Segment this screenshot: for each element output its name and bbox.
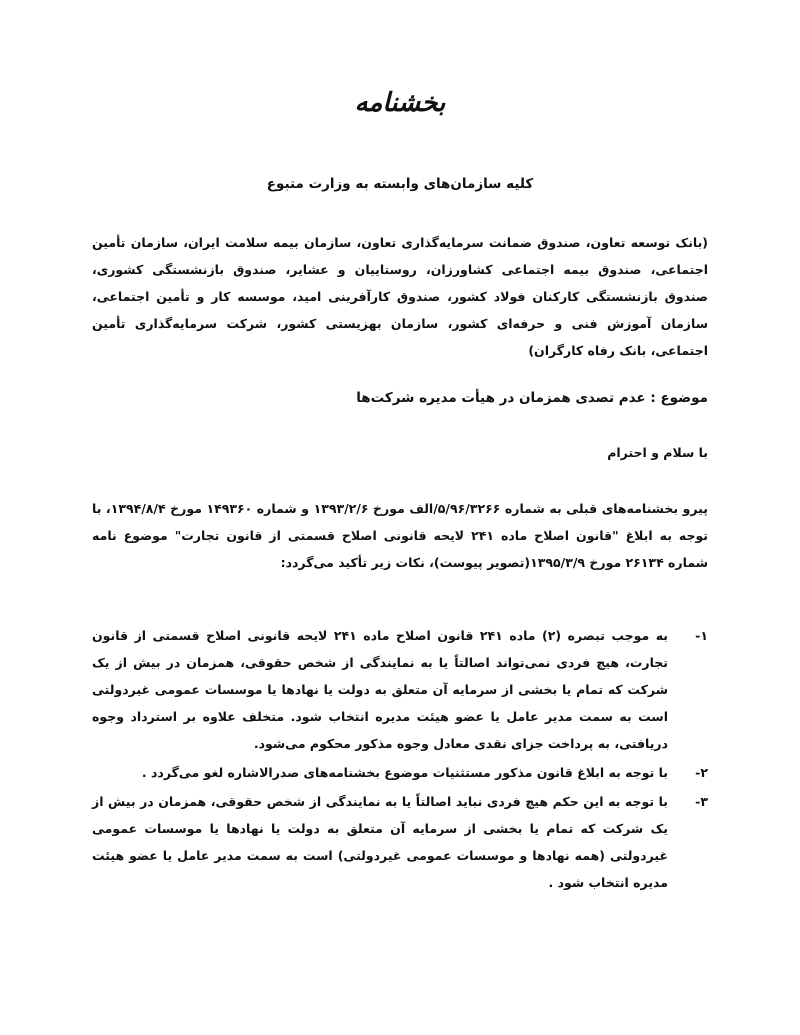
organizations-list: (بانک توسعه تعاون، صندوق ضمانت سرمایه‌گذاری تعاون، سازمان بیمه سلامت ایران، سازمان تأمین اجتماعی، صندوق بیمه اجتماعی کشاورزان، روستاییان و عشایر، صندوق بازنشستگی کشوری، صندوق بازنشستگی کارکنان فولاد کشور، صندوق کارآفرینی امید، موسسه کار و تأمین اجتماعی، سازمان آموزش فنی و حرفه‌ای کشور، سازمان بهزیستی کشور، شرکت سرمایه‌گذاری تأمین اجتماعی، بانک رفاه کارگران) bbox=[92, 235, 708, 358]
list-item bbox=[92, 622, 708, 757]
greeting: با سلام و احترام bbox=[607, 445, 708, 460]
item-number: ۲- bbox=[695, 765, 708, 780]
list-item bbox=[92, 788, 708, 896]
item-text: با توجه به ابلاغ قانون مذکور مستثنیات موضوع بخشنامه‌های صدرالاشاره لغو می‌گردد . bbox=[141, 765, 668, 780]
document-heading: بخشنامه bbox=[354, 88, 446, 118]
numbered-items bbox=[92, 622, 708, 896]
recipient-line: کلیه سازمان‌های وابسته به وزارت متبوع bbox=[266, 176, 534, 192]
item-text: با توجه به این حکم هیچ فردی نباید اصالتاً یا به نمایندگی از شخص حقوقی، همزمان در بیش از یک شرکت که تمام یا بخشی از سرمایه آن متعلق به دولت یا نهادها یا موسسات عمومی غیردولتی (همه نهادها و موسسات عمومی غیردولتی) است به سمت مدیر عامل یا عضو هیئت مدیره انتخاب شود . bbox=[92, 794, 668, 890]
item-number: ۱- bbox=[695, 628, 708, 643]
intro-paragraph: پیرو بخشنامه‌های قبلی به شماره ۵/۹۶/۳۲۶۶/الف مورخ ۱۳۹۳/۲/۶ و شماره ۱۴۹۳۶۰ مورخ ۱۳۹۴/۸/۴، با توجه به ابلاغ "قانون اصلاح ماده ۲۴۱ لایحه قانونی اصلاح قسمتی از قانون تجارت" موضوع نامه شماره ۲۶۱۳۴ مورخ ۱۳۹۵/۳/۹(تصویر پیوست)، نکات زیر تأکید می‌گردد: bbox=[92, 501, 708, 570]
list-item bbox=[92, 759, 708, 786]
subject-line: موضوع : عدم تصدی همزمان در هیأت مدیره شرکت‌ها bbox=[356, 390, 708, 406]
item-text: به موجب تبصره (۲) ماده ۲۴۱ قانون اصلاح ماده ۲۴۱ لایحه قانونی اصلاح قسمتی از قانون تجارت، هیچ فردی نمی‌تواند اصالتاً یا به نمایندگی از شخص حقوقی، همزمان در بیش از یک شرکت که تمام یا بخشی از سرمایه آن متعلق به دولت یا نهادها یا موسسات عمومی غیردولتی است به سمت مدیر عامل یا عضو هیئت مدیره انتخاب شود. متخلف علاوه بر استرداد وجوه دریافتی، به پرداخت جزای نقدی معادل وجوه مذکور محکوم می‌شود. bbox=[92, 628, 668, 751]
item-number: ۳- bbox=[695, 794, 708, 809]
